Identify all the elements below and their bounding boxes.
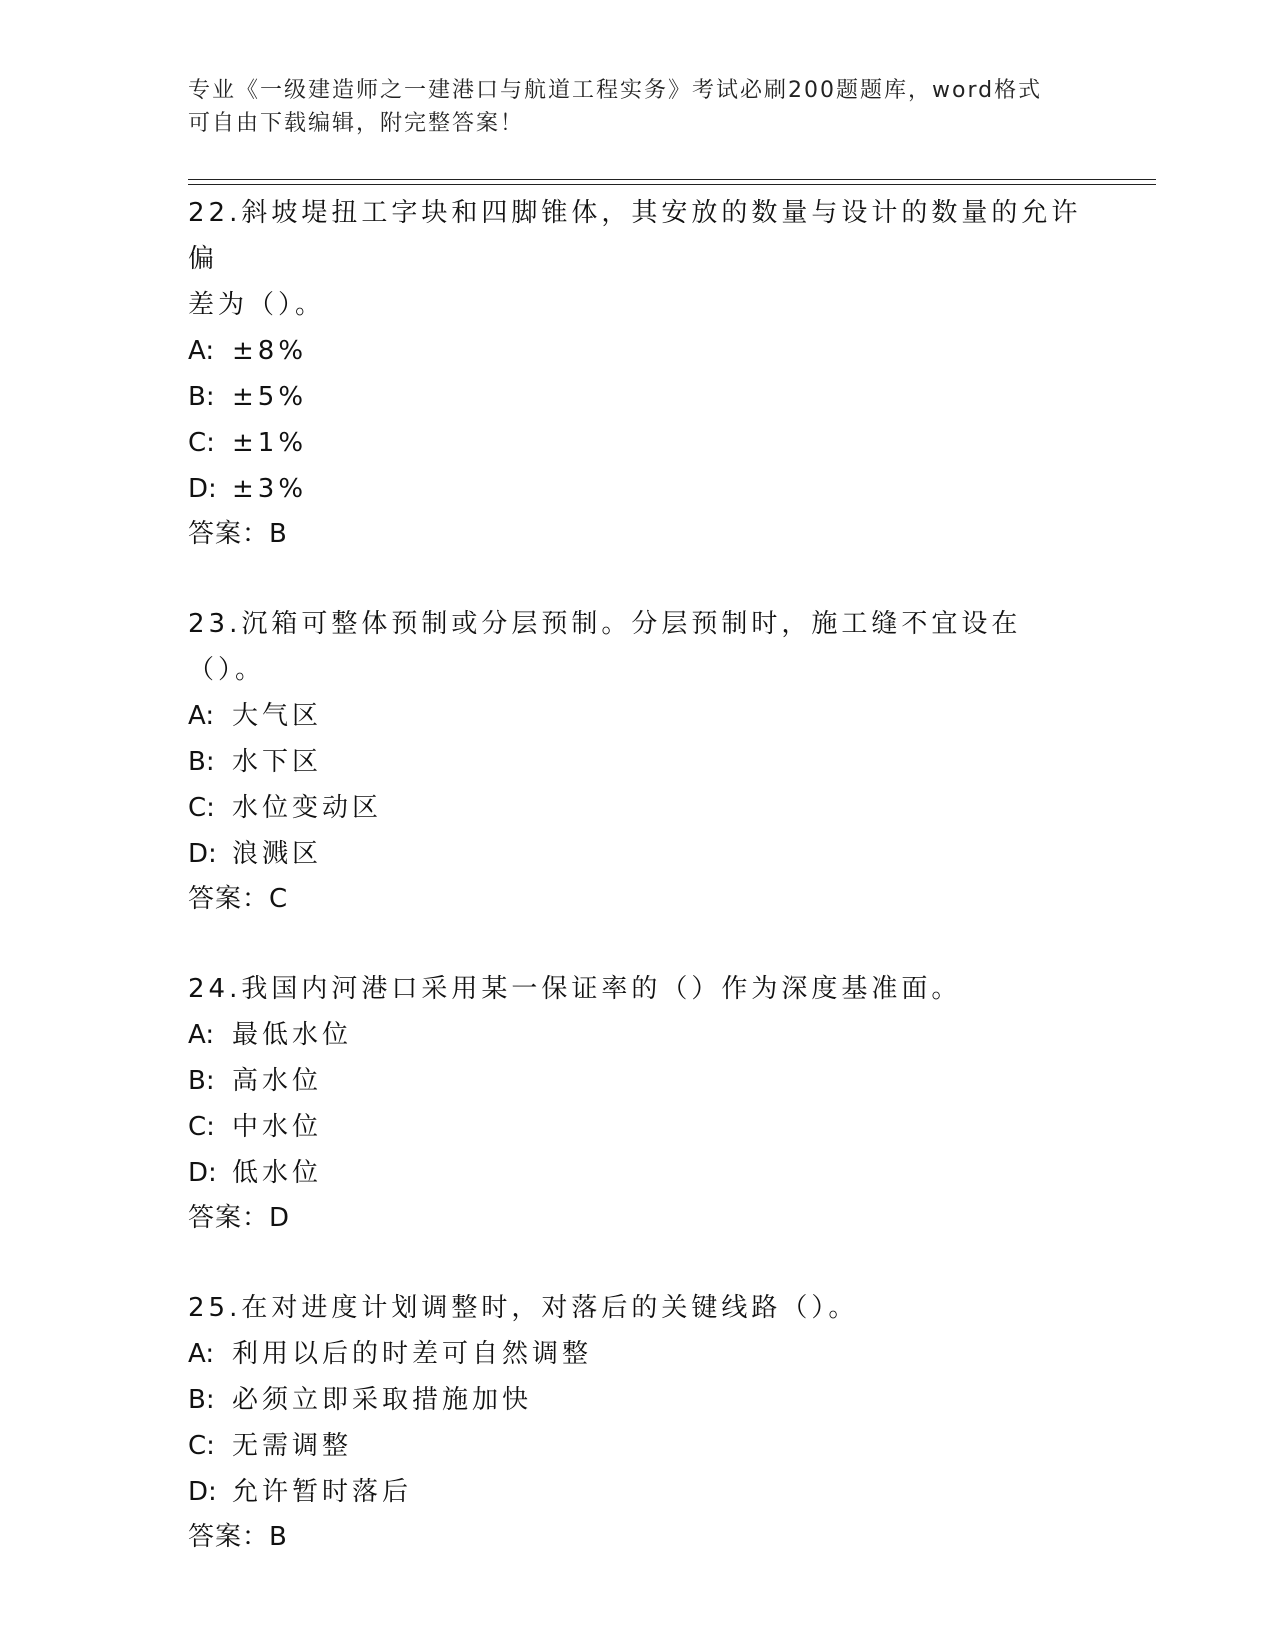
option-text: 利用以后的时差可自然调整 <box>232 1339 593 1369</box>
option-letter: D: <box>188 474 217 504</box>
option-d <box>188 1469 1088 1515</box>
question-stem-line1: 23.沉箱可整体预制或分层预制。分层预制时，施工缝不宜设在（）。 <box>188 609 1022 685</box>
question-stem-line2: 差为（）。 <box>188 290 326 320</box>
option-c <box>188 420 1088 466</box>
option-a <box>188 328 1088 374</box>
option-text: 大气区 <box>232 701 323 731</box>
option-letter: B: <box>188 382 215 412</box>
option-a <box>188 1012 1088 1058</box>
header-title-line1: 专业《一级建造师之一建港口与航道工程实务》考试必刷200题题库，word格式 <box>188 78 1043 103</box>
option-letter: C: <box>188 793 215 823</box>
option-a <box>188 693 1088 739</box>
option-text: ±5% <box>232 382 308 412</box>
option-text: 最低水位 <box>232 1020 353 1050</box>
header-title-line2: 可自由下载编辑，附完整答案！ <box>188 111 525 136</box>
question-stem <box>188 601 1088 693</box>
header-divider-bottom <box>188 184 1156 185</box>
option-d <box>188 1150 1088 1196</box>
option-letter: D: <box>188 839 217 869</box>
option-text: 水下区 <box>232 747 323 777</box>
question-stem-line1: 25.在对进度计划调整时，对落后的关键线路（）。 <box>188 1293 859 1323</box>
option-letter: B: <box>188 1066 215 1096</box>
question-stem <box>188 1285 1088 1331</box>
option-text: 低水位 <box>232 1158 323 1188</box>
header-divider-top <box>188 179 1156 180</box>
option-b <box>188 1058 1088 1104</box>
option-d <box>188 831 1088 877</box>
option-letter: A: <box>188 1339 215 1369</box>
option-letter: C: <box>188 1112 215 1142</box>
question-25 <box>188 1285 1088 1559</box>
option-letter: C: <box>188 1431 215 1461</box>
option-letter: D: <box>188 1477 217 1507</box>
answer-line: 答案：C <box>188 884 289 914</box>
option-text: 允许暂时落后 <box>232 1477 413 1507</box>
option-letter: D: <box>188 1158 217 1188</box>
option-text: 中水位 <box>232 1112 323 1142</box>
question-list <box>188 190 1088 1604</box>
question-stem <box>188 966 1088 1012</box>
option-c <box>188 1423 1088 1469</box>
option-text: 必须立即采取措施加快 <box>232 1385 533 1415</box>
option-b <box>188 1377 1088 1423</box>
option-letter: A: <box>188 701 215 731</box>
question-stem <box>188 190 1088 328</box>
option-letter: A: <box>188 336 215 366</box>
question-stem-line1: 24.我国内河港口采用某一保证率的（）作为深度基准面。 <box>188 974 962 1004</box>
option-text: 浪溅区 <box>232 839 323 869</box>
option-letter: B: <box>188 747 215 777</box>
option-text: ±3% <box>232 474 308 504</box>
option-b <box>188 374 1088 420</box>
option-letter: A: <box>188 1020 215 1050</box>
answer-line: 答案：B <box>188 1522 288 1552</box>
option-c <box>188 785 1088 831</box>
answer-line: 答案：D <box>188 1203 291 1233</box>
document-header <box>188 74 1088 140</box>
option-letter: B: <box>188 1385 215 1415</box>
question-stem-line1: 22.斜坡堤扭工字块和四脚锥体，其安放的数量与设计的数量的允许偏 <box>188 198 1082 274</box>
option-text: ±1% <box>232 428 308 458</box>
question-23 <box>188 601 1088 921</box>
question-22 <box>188 190 1088 556</box>
option-c <box>188 1104 1088 1150</box>
option-text: 水位变动区 <box>232 793 383 823</box>
question-24 <box>188 966 1088 1240</box>
option-text: ±8% <box>232 336 308 366</box>
option-text: 高水位 <box>232 1066 323 1096</box>
option-text: 无需调整 <box>232 1431 353 1461</box>
option-d <box>188 466 1088 512</box>
option-b <box>188 739 1088 785</box>
answer-line: 答案：B <box>188 519 288 549</box>
option-letter: C: <box>188 428 215 458</box>
option-a <box>188 1331 1088 1377</box>
